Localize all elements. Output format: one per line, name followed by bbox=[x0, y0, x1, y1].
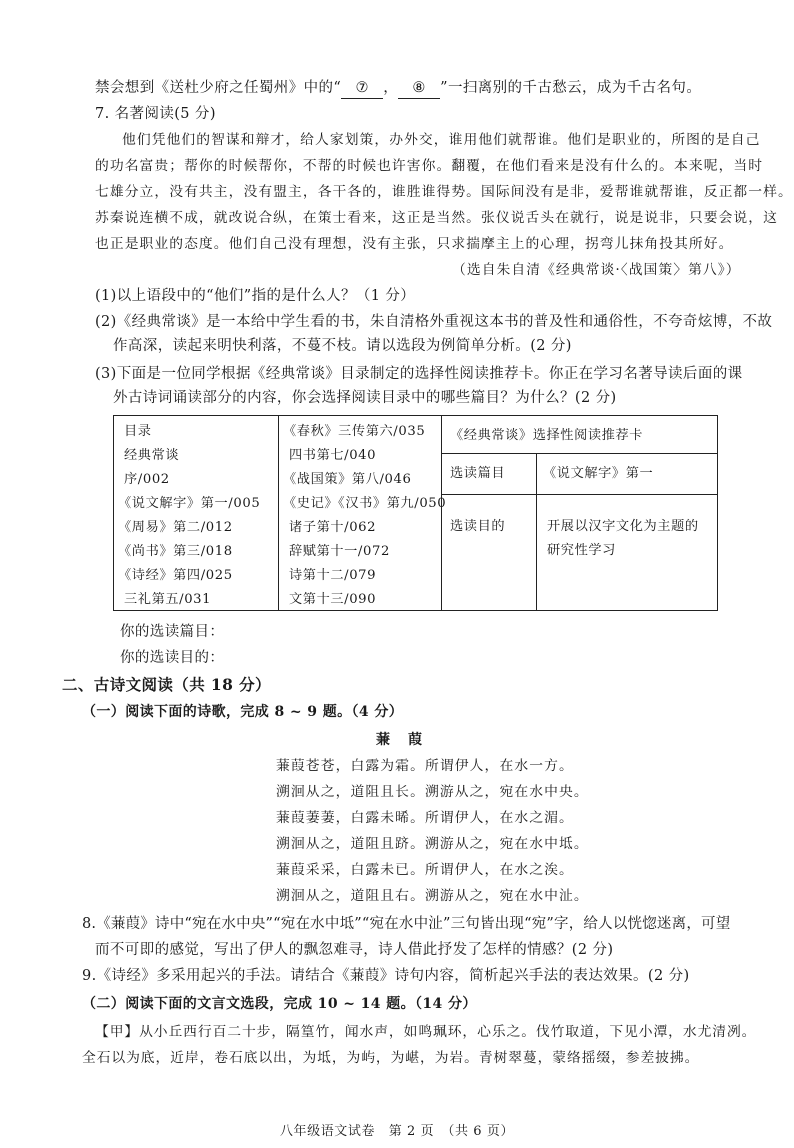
toc-item: 《春秋》三传第六/035 bbox=[283, 424, 426, 439]
q6-tail-line bbox=[95, 78, 701, 99]
answer-reading-items: 你的选读篇目： bbox=[120, 624, 225, 640]
q8: 8.《蒹葭》诗中“宛在水中央”“宛在水中坻”“宛在水中沚”三句皆出现“宛”字，给人以恍惚迷离，可望 bbox=[82, 916, 731, 932]
part-1-heading: （一）阅读下面的诗歌，完成 8 ~ 9 题。（4 分） bbox=[82, 704, 404, 720]
jia-passage-line: 【甲】从小丘西行百二十步，隔篁竹，闻水声，如鸣珮环，心乐之。伐竹取道，下见小潭，水尤清冽。 bbox=[95, 1024, 757, 1040]
toc-item: 《说文解字》第一/005 bbox=[118, 496, 261, 511]
toc-item: 辞赋第十一/072 bbox=[289, 544, 390, 559]
q7-passage-line: 七雄分立，没有共主，没有盟主，各干各的，谁胜谁得势。国际间没有是非，爱帮谁就帮谁，反正都一样。 bbox=[95, 184, 793, 200]
card-row2-value-cont: 研究性学习 bbox=[547, 543, 616, 558]
toc-column-1 bbox=[114, 416, 279, 611]
card-row1-value-cell bbox=[537, 454, 718, 495]
poem-line: 溯洄从之，道阻且右。溯游从之，宛在水中沚。 bbox=[276, 888, 589, 904]
q6-suffix: ”一扫离别的千古愁云，成为千古名句。 bbox=[440, 80, 702, 96]
card-title: 《经典常谈》选择性阅读推荐卡 bbox=[450, 428, 644, 443]
poem-line: 蒹葭苍苍，白露为霜。所谓伊人，在水一方。 bbox=[276, 758, 574, 774]
toc-item: 目录 bbox=[124, 424, 152, 439]
poem-line: 溯洄从之，道阻且长。溯游从之，宛在水中央。 bbox=[276, 784, 589, 800]
q7-sub1: (1)以上语段中的“他们”指的是什么人？（1 分） bbox=[95, 288, 416, 304]
toc-item: 三礼第五/031 bbox=[124, 592, 212, 607]
card-title-cell bbox=[442, 416, 718, 454]
jia-passage-line: 全石以为底，近岸，卷石底以出，为坻，为屿，为嵁，为岩。青树翠蔓，蒙络摇缀，参差披拂。 bbox=[82, 1050, 700, 1066]
q7-passage-line: 的功名富贵；帮你的时候帮你，不帮的时候也许害你。翻覆，在他们看来是没有什么的。本来呢，当时 bbox=[95, 158, 764, 174]
toc-item: 文第十三/090 bbox=[289, 592, 377, 607]
card-row1-value: 《说文解字》第一 bbox=[543, 466, 654, 481]
q8-cont: 而不可即的感觉，写出了伊人的飘忽难寻，诗人借此抒发了怎样的情感？(2 分) bbox=[95, 942, 614, 958]
card-row1-label-cell bbox=[442, 454, 537, 495]
toc-item: 序/002 bbox=[124, 472, 170, 487]
poem-title: 蒹 葭 bbox=[376, 732, 424, 748]
toc-item: 经典常谈 bbox=[124, 448, 180, 463]
page-footer: 八年级语文试卷 第 2 页 （共 6 页） bbox=[279, 1124, 515, 1139]
blank-8[interactable]: ⑧ bbox=[398, 78, 440, 99]
q7-title: 7. 名著阅读(5 分) bbox=[95, 106, 216, 122]
part-2-heading: （二）阅读下面的文言文选段，完成 10 ~ 14 题。（14 分） bbox=[82, 996, 477, 1012]
toc-item: 《史记》《汉书》第九/050 bbox=[283, 496, 447, 511]
card-row2-label-cell bbox=[442, 495, 537, 611]
toc-item: 《战国策》第八/046 bbox=[283, 472, 412, 487]
toc-item: 《诗经》第四/025 bbox=[118, 568, 233, 583]
toc-item: 四书第七/040 bbox=[289, 448, 377, 463]
card-row2-value-cell bbox=[537, 495, 718, 611]
section-2-title: 二、古诗文阅读（共 18 分） bbox=[62, 675, 271, 694]
poem-line: 溯洄从之，道阻且跻。溯游从之，宛在水中坻。 bbox=[276, 836, 589, 852]
q7-sub3: (3)下面是一位同学根据《经典常谈》目录制定的选择性阅读推荐卡。你正在学习名著导读后面的课 bbox=[95, 366, 743, 382]
q6-sep: ， bbox=[383, 80, 399, 96]
q7-sub2: (2)《经典常谈》是一本给中学生看的书，朱自清格外重视这本书的普及性和通俗性，不夸奇炫博，不故 bbox=[95, 314, 773, 330]
poem-line: 蒹葭萋萋，白露未晞。所谓伊人，在水之湄。 bbox=[276, 810, 574, 826]
toc-item: 诸子第十/062 bbox=[289, 520, 377, 535]
poem-line: 蒹葭采采，白露未已。所谓伊人，在水之涘。 bbox=[276, 862, 574, 878]
recommendation-table bbox=[113, 415, 718, 611]
q7-sub2-cont: 作高深，读起来明快利落，不蔓不枝。请以选段为例简单分析。(2 分) bbox=[113, 338, 572, 354]
card-row2-value: 开展以汉字文化为主题的 bbox=[547, 519, 699, 534]
card-row1-label: 选读篇目 bbox=[450, 466, 506, 481]
q7-passage-line: 也正是职业的态度。他们自己没有理想，没有主张，只求揣摩主上的心理，拐弯儿抹角投其所好。 bbox=[95, 236, 734, 252]
toc-item: 《尚书》第三/018 bbox=[118, 544, 233, 559]
answer-reading-purpose: 你的选读目的： bbox=[120, 650, 225, 666]
blank-7[interactable]: ⑦ bbox=[341, 78, 383, 99]
q9: 9.《诗经》多采用起兴的手法。请结合《蒹葭》诗句内容，简析起兴手法的表达效果。(2 分) bbox=[82, 968, 690, 984]
q6-prefix: 禁会想到《送杜少府之任蜀州》中的“ bbox=[95, 80, 342, 96]
toc-column-2 bbox=[279, 416, 447, 611]
q7-sub3-cont: 外古诗词诵读部分的内容，你会选择阅读目录中的哪些篇目？为什么？(2 分) bbox=[113, 390, 617, 406]
toc-item: 《周易》第二/012 bbox=[118, 520, 233, 535]
q7-source: （选自朱自清《经典常谈·〈战国策〉第八》） bbox=[452, 262, 741, 278]
toc-item: 诗第十二/079 bbox=[289, 568, 377, 583]
q7-passage-line: 苏秦说连横不成，就改说合纵，在策士看来，这正是当然。张仪说舌头在就行，说是说非，只要会说，这 bbox=[95, 210, 778, 226]
q7-passage-line: 他们凭他们的智谋和辩才，给人家划策，办外交，谁用他们就帮谁。他们是职业的，所图的是自己 bbox=[122, 132, 761, 148]
card-row2-label: 选读目的 bbox=[450, 519, 506, 534]
